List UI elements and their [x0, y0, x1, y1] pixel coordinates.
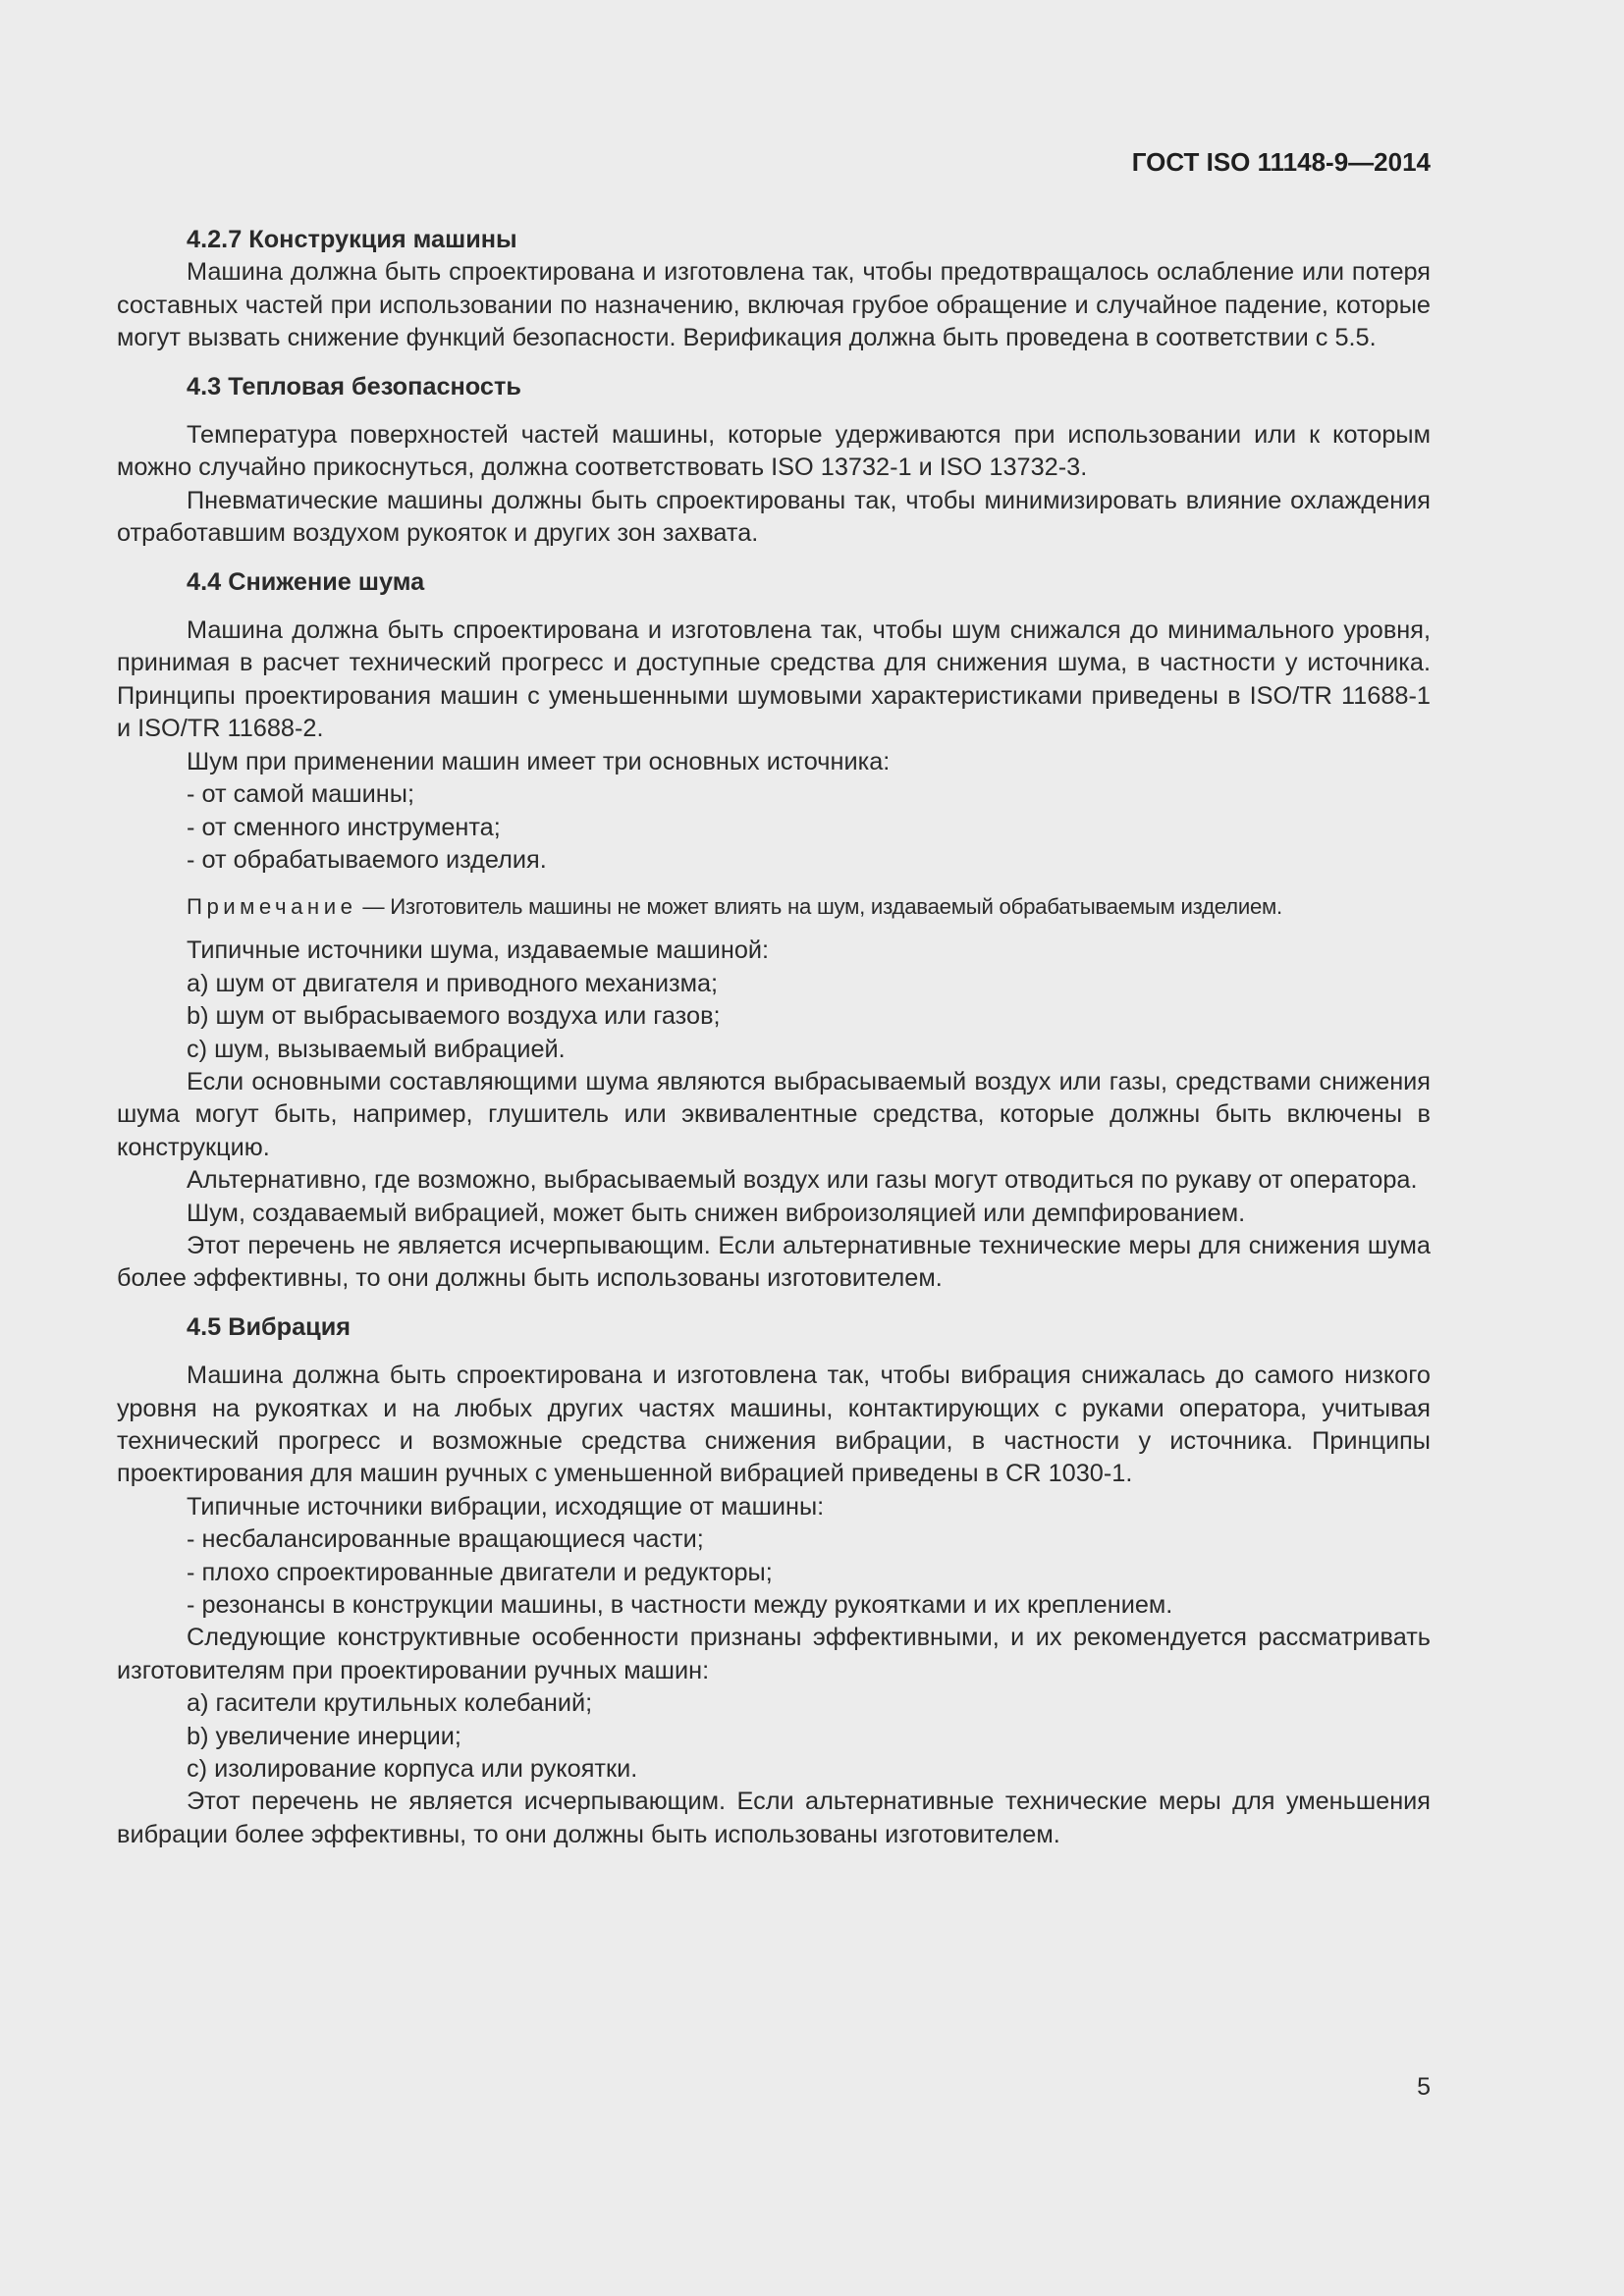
section-4-5-paragraph-1: Машина должна быть спроектирована и изготовлена так, чтобы вибрация снижалась до самого низкого уровня на рукоятках и на любых других частях машины, контактирующих с руками оператора, учитывая технический прогресс и возможные средства снижения вибрации, в частности у источника. Принципы проектирования для машин ручных с уменьшенной вибрацией приведены в CR 1030-1. — [117, 1362, 1431, 1488]
section-4-4-paragraph-4: Если основными составляющими шума являются выбрасываемый воздух или газы, средствами снижения шума могут быть, например, глушитель или эквивалентные средства, которые должны быть включены в конструкцию. — [117, 1067, 1431, 1161]
section-4-3-paragraph-1: Температура поверхностей частей машины, которые удерживаются при использовании или к которым можно случайно прикоснуться, должна соответствовать ISO 13732-1 и ISO 13732-3. — [117, 421, 1431, 482]
section-4-5-paragraph-4: Этот перечень не является исчерпывающим. Если альтернативные технические меры для уменьшения вибрации более эффективны, то они должны быть использованы изготовителем. — [117, 1788, 1431, 1848]
section-4-3-paragraph-2: Пневматические машины должны быть спроектированы так, чтобы минимизировать влияние охлаждения отработавшим воздухом рукояток и других зон захвата. — [117, 486, 1431, 548]
document-body — [117, 224, 1431, 1851]
section-4-4-paragraph-1: Машина должна быть спроектирована и изготовлена так, чтобы шум снижался до минимального уровня, принимая в расчет технический прогресс и доступные средства для снижения шума, в частности у источника. Принципы проектирования машин с уменьшенными шумовыми характеристиками приведены в ISO/TR 11688-1 и ISO/TR 11688-2. — [117, 616, 1431, 743]
list-item: - несбалансированные вращающиеся части; — [187, 1525, 704, 1554]
note-text: — Изготовитель машины не может влиять на шум, издаваемый обрабатываемым изделием. — [356, 894, 1282, 920]
list-item: - от самой машины; — [187, 780, 414, 809]
section-4-5-heading: 4.5 Вибрация — [187, 1312, 352, 1341]
list-item: b) увеличение инерции; — [187, 1722, 461, 1750]
list-item: - от обрабатываемого изделия. — [187, 845, 547, 874]
section-4-3-heading: 4.3 Тепловая безопасность — [187, 372, 521, 400]
section-4-2-7-heading: 4.2.7 Конструкция машины — [187, 226, 517, 253]
section-4-4-paragraph-2: Шум при применении машин имеет три основных источника: — [187, 747, 891, 775]
list-item: - от сменного инструмента; — [187, 813, 501, 841]
section-4-4-paragraph-5: Альтернативно, где возможно, выбрасываемый воздух или газы могут отводиться по рукаву от оператора. — [187, 1166, 1418, 1195]
list-item: a) гасители крутильных колебаний; — [187, 1689, 593, 1718]
note-label: Примечание — [187, 894, 357, 920]
section-4-5-paragraph-3: Следующие конструктивные особенности признаны эффективными, и их рекомендуется рассматривать изготовителям при проектировании ручных машин: — [117, 1624, 1431, 1684]
section-4-4-heading: 4.4 Снижение шума — [187, 567, 425, 596]
list-item: a) шум от двигателя и приводного механизма; — [187, 969, 719, 997]
section-4-4-paragraph-6: Шум, создаваемый вибрацией, может быть снижен виброизоляцией или демпфированием. — [187, 1199, 1246, 1227]
list-item: c) шум, вызываемый вибрацией. — [187, 1035, 566, 1063]
list-item: - резонансы в конструкции машины, в частности между рукоятками и их креплением. — [187, 1591, 1173, 1620]
page-number: 5 — [1417, 2073, 1431, 2101]
list-item: - плохо спроектированные двигатели и редукторы; — [187, 1558, 773, 1586]
section-4-4-paragraph-3: Типичные источники шума, издаваемые машиной: — [187, 936, 770, 965]
section-4-4-paragraph-7: Этот перечень не является исчерпывающим. Если альтернативные технические меры для снижения шума более эффективны, то они должны быть использованы изготовителем. — [117, 1231, 1431, 1293]
list-item: c) изолирование корпуса или рукоятки. — [187, 1755, 638, 1784]
section-4-5-paragraph-2: Типичные источники вибрации, исходящие от машины: — [187, 1492, 825, 1521]
section-4-2-7-paragraph: Машина должна быть спроектирована и изготовлена так, чтобы предотвращалось ослабление или потеря составных частей при использовании по назначению, включая грубое обращение и случайное падение, которые могут вызвать снижение функций безопасности. Верификация должна быть проведена в соответствии с 5.5. — [117, 258, 1431, 352]
document-id-header: ГОСТ ISO 11148-9—2014 — [1131, 147, 1431, 177]
note — [117, 890, 1431, 923]
list-item: b) шум от выбрасываемого воздуха или газов; — [187, 1002, 721, 1031]
